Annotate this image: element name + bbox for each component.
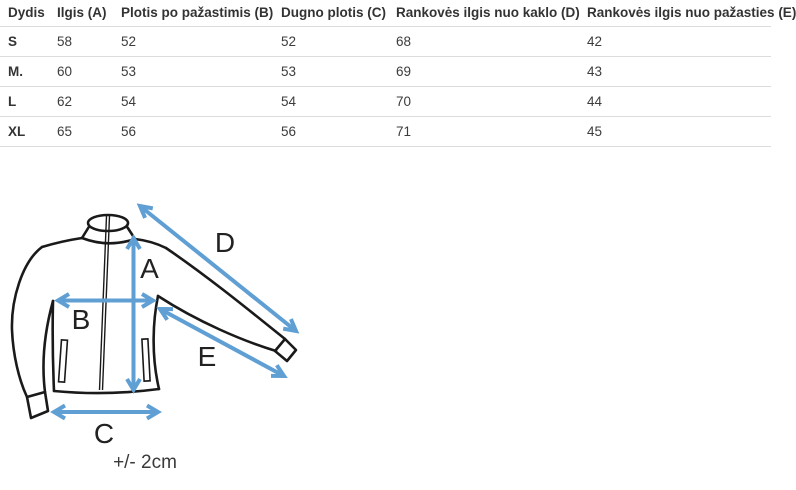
column-header-bottom-width-c: Dugno plotis (C) <box>273 0 388 27</box>
arrow-e <box>160 309 284 376</box>
body-right <box>154 296 159 389</box>
tolerance-note: +/- 2cm <box>113 452 177 473</box>
column-header-sleeve-armpit-e: Rankovės ilgis nuo pažasties (E) <box>579 0 771 27</box>
label-c: C <box>93 418 115 449</box>
label-e: E <box>197 341 217 372</box>
size-table-header <box>0 0 796 27</box>
collar-left <box>82 228 89 239</box>
left-sleeve-outer <box>12 247 42 397</box>
value-cell: 42 <box>579 27 771 57</box>
header-row <box>0 0 771 27</box>
body-left <box>53 301 54 391</box>
size-table <box>0 0 796 147</box>
value-cell: 44 <box>579 87 771 117</box>
value-cell: 56 <box>273 117 388 147</box>
jacket-measurement-diagram <box>0 195 320 485</box>
left-pocket <box>59 340 68 382</box>
table-row-xl <box>0 117 771 147</box>
value-cell: 53 <box>113 57 273 87</box>
value-cell: 71 <box>388 117 579 147</box>
table-row-s <box>0 27 771 57</box>
arrow-a <box>127 238 140 390</box>
right-cuff <box>275 339 296 361</box>
value-cell: 65 <box>49 117 113 147</box>
size-cell: S <box>0 27 49 57</box>
size-cell: M. <box>0 57 49 87</box>
collar-opening <box>88 215 128 231</box>
value-cell: 69 <box>388 57 579 87</box>
value-cell: 56 <box>113 117 273 147</box>
right-sleeve-bottom <box>158 296 276 351</box>
body-hem <box>54 389 159 393</box>
table-row-l <box>0 87 771 117</box>
arrow-c <box>54 406 158 419</box>
label-b: B <box>71 304 91 335</box>
size-cell: L <box>0 87 49 117</box>
value-cell: 60 <box>49 57 113 87</box>
shoulder-left <box>42 238 82 247</box>
value-cell: 58 <box>49 27 113 57</box>
left-cuff <box>27 392 48 418</box>
column-header-sleeve-neck-d: Rankovės ilgis nuo kaklo (D) <box>388 0 579 27</box>
column-header-width-b: Plotis po pažastimis (B) <box>113 0 273 27</box>
jacket-diagram-svg <box>0 195 320 485</box>
column-header-size: Dydis <box>0 0 49 27</box>
value-cell: 70 <box>388 87 579 117</box>
value-cell: 62 <box>49 87 113 117</box>
right-sleeve-top <box>166 248 285 339</box>
value-cell: 43 <box>579 57 771 87</box>
value-cell: 53 <box>273 57 388 87</box>
label-d: D <box>214 227 236 258</box>
value-cell: 45 <box>579 117 771 147</box>
table-row-m <box>0 57 771 87</box>
value-cell: 68 <box>388 27 579 57</box>
jacket-outline <box>12 215 296 418</box>
value-cell: 52 <box>113 27 273 57</box>
size-cell: XL <box>0 117 49 147</box>
value-cell: 52 <box>273 27 388 57</box>
column-header-length-a: Ilgis (A) <box>49 0 113 27</box>
right-pocket <box>142 339 150 381</box>
value-cell: 54 <box>113 87 273 117</box>
label-a: A <box>140 253 159 284</box>
value-cell: 54 <box>273 87 388 117</box>
